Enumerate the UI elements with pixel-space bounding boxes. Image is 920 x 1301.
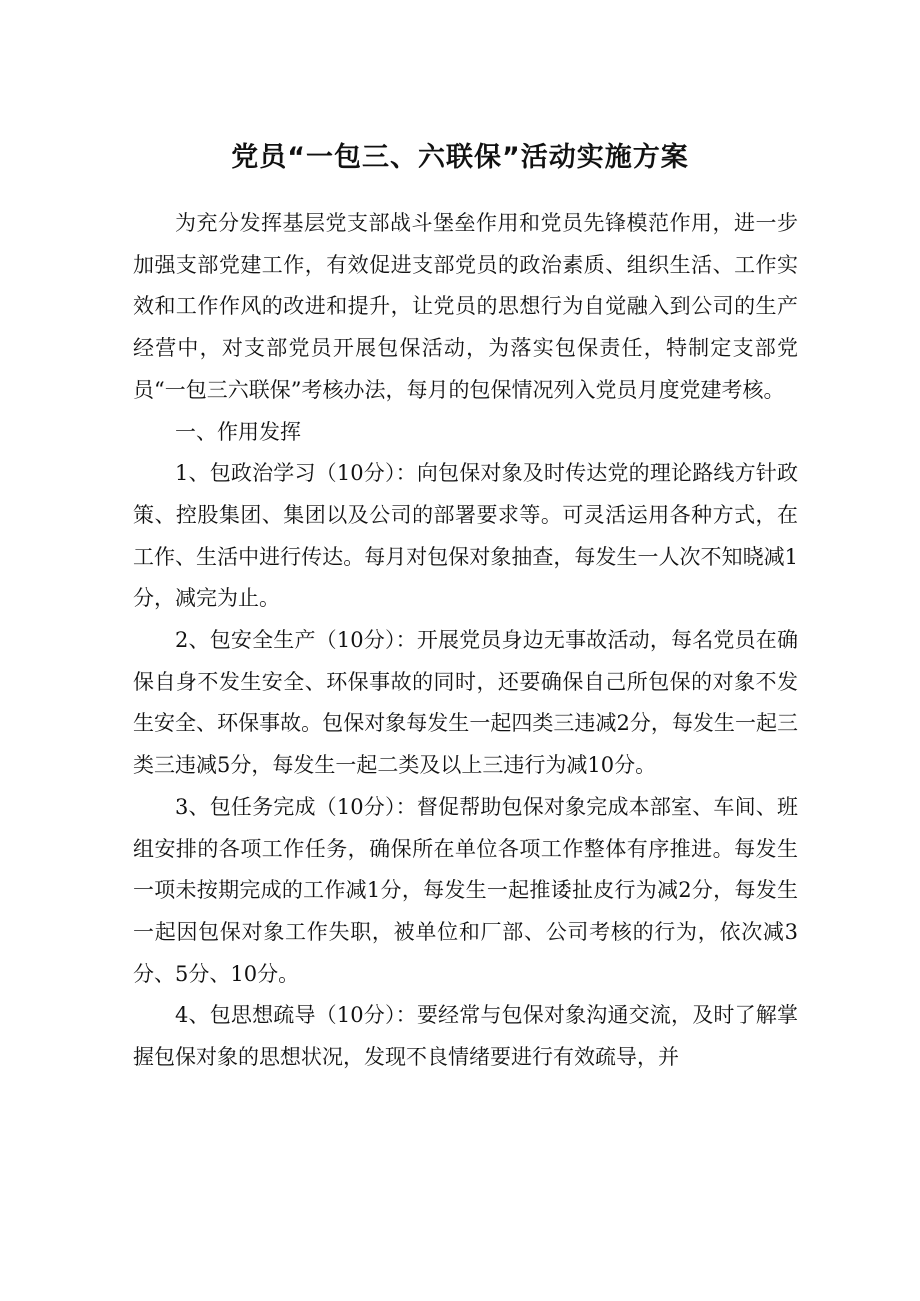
paragraph-task-completion: 3、包任务完成（10分）：督促帮助包保对象完成本部室、车间、班组安排的各项工作任务，确保所在单位各项工作整体有序推进。每发生一项未按期完成的工作减1分，每发生一起推诿扯皮行为减2分，每发生一起因包保对象工作失职，被单位和厂部、公司考核的行为，依次减3分、5分、10分。 <box>133 794 798 986</box>
paragraph-political-study: 1、包政治学习（10分）：向包保对象及时传达党的理论路线方针政策、控股集团、集团以及公司的部署要求等。可灵活运用各种方式，在工作、生活中进行传达。每月对包保对象抽查，每发生一人次不知晓减1分，减完为止。 <box>133 461 798 611</box>
paragraph-safety-production: 2、包安全生产（10分）：开展党员身边无事故活动，每名党员在确保自身不发生安全、环保事故的同时，还要确保自己所包保的对象不发生安全、环保事故。包保对象每发生一起四类三违减2分，每发生一起三类三违减5分，每发生一起二类及以上三违行为减10分。 <box>133 628 798 778</box>
paragraph-intro: 为充分发挥基层党支部战斗堡垒作用和党员先锋模范作用，进一步加强支部党建工作，有效促进支部党员的政治素质、组织生活、工作实效和工作作风的改进和提升，让党员的思想行为自觉融入到公司的生产经营中，对支部党员开展包保活动，为落实包保责任，特制定支部党员“一包三六联保”考核办法，每月的包保情况列入党员月度党建考核。 <box>133 211 798 402</box>
paragraph-thought-guidance: 4、包思想疏导（10分）：要经常与包保对象沟通交流，及时了解掌握包保对象的思想状况，发现不良情绪要进行有效疏导，并 <box>133 1003 798 1070</box>
section-heading-role: 一、作用发挥 <box>175 419 301 444</box>
document-body <box>133 203 798 1079</box>
document-title: 党员“一包三、六联保”活动实施方案 <box>231 142 689 173</box>
